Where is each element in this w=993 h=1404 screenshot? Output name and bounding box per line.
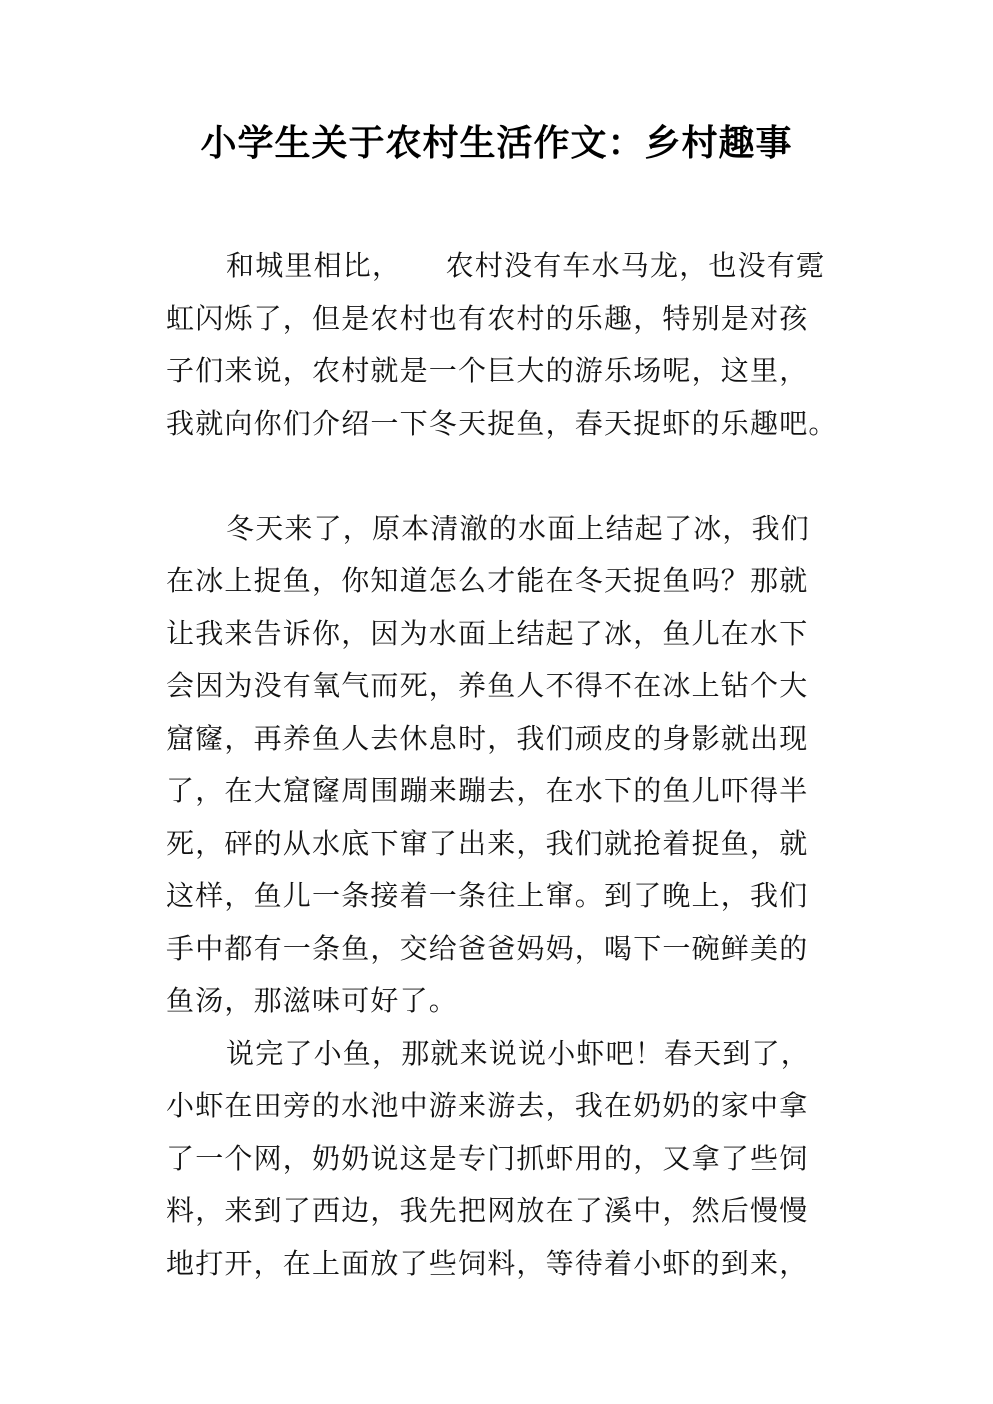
text-line: 手中都有一条鱼，交给爸爸妈妈，喝下一碗鲜美的	[166, 931, 809, 965]
text-line: 冬天来了，原本清澈的水面上结起了冰，我们	[226, 511, 811, 545]
document-title: 小学生关于农村生活作文：乡村趣事	[200, 123, 793, 164]
paragraph-spacer	[166, 450, 846, 503]
text-line: 子们来说，农村就是一个巨大的游乐场呢，这里，	[166, 354, 809, 387]
text-line: 会因为没有氧气而死，养鱼人不得不在冰上钻个大	[166, 669, 809, 702]
paragraph-intro	[166, 240, 846, 450]
document-body	[166, 240, 846, 1290]
text-line: 我就向你们介绍一下冬天捉鱼，春天捉虾的乐趣吧。	[166, 406, 838, 440]
text-line: 小虾在田旁的水池中游来游去，我在奶奶的家中拿	[166, 1089, 809, 1122]
text-line: 了一个网，奶奶说这是专门抓虾用的，又拿了些饲	[166, 1141, 809, 1175]
text-line: 料，来到了西边，我先把网放在了溪中，然后慢慢	[166, 1194, 809, 1227]
text-line: 说完了小鱼，那就来说说小虾吧！春天到了，	[226, 1036, 811, 1070]
paragraph-winter-fishing	[166, 503, 846, 1028]
text-line: 地打开，在上面放了些饲料，等待着小虾的到来，	[166, 1246, 809, 1280]
text-line: 让我来告诉你，因为水面上结起了冰，鱼儿在水下	[166, 616, 809, 650]
text-line: 虹闪烁了，但是农村也有农村的乐趣，特别是对孩	[166, 301, 809, 335]
text-line: 死，砰的从水底下窜了出来，我们就抢着捉鱼，就	[166, 826, 809, 860]
text-line: 鱼汤，那滋味可好了。	[166, 984, 459, 1017]
text-line: 在冰上捉鱼，你知道怎么才能在冬天捉鱼吗？那就	[166, 564, 809, 597]
text-line: 这样，鱼儿一条接着一条往上窜。到了晚上，我们	[166, 879, 809, 912]
text-line: 窟窿，再养鱼人去休息时，我们顽皮的身影就出现	[166, 721, 809, 755]
paragraph-spring-shrimp	[166, 1028, 846, 1291]
text-line: 和城里相比， 农村没有车水马龙，也没有霓	[226, 249, 826, 282]
text-line: 了，在大窟窿周围蹦来蹦去，在水下的鱼儿吓得半	[166, 774, 809, 807]
